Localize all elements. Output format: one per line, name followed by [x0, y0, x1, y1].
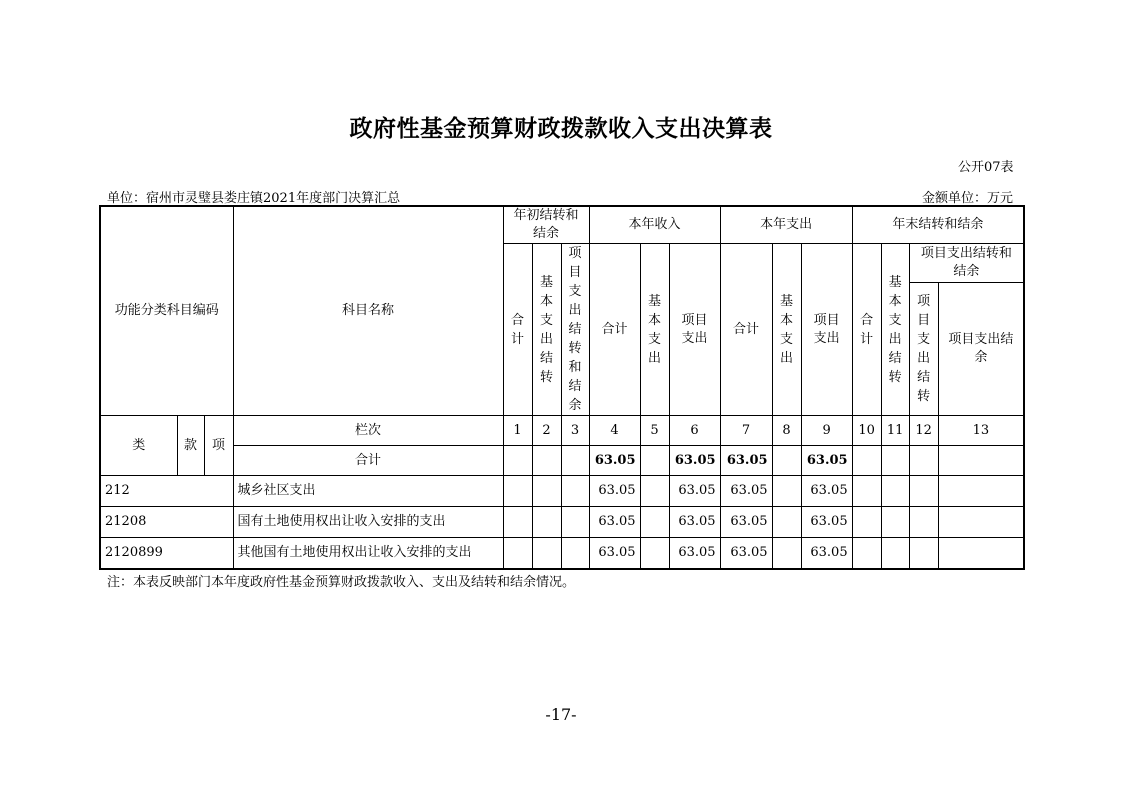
col-number: 5 — [640, 416, 669, 446]
header-end-project: 项目支出结转 — [909, 282, 938, 415]
total-cell — [938, 446, 1024, 476]
col-number: 1 — [503, 416, 532, 446]
row-cell — [881, 476, 909, 507]
table-row — [100, 507, 1024, 538]
col-number: 2 — [532, 416, 561, 446]
row-cell — [640, 538, 669, 569]
col-number: 12 — [909, 416, 938, 446]
total-cell: 63.05 — [720, 446, 772, 476]
header-name: 科目名称 — [233, 206, 503, 416]
header-end-total: 合计 — [852, 244, 881, 416]
header-income-total: 合计 — [589, 244, 640, 416]
total-row — [100, 446, 1024, 476]
row-cell: 63.05 — [589, 507, 640, 538]
row-cell — [938, 538, 1024, 569]
table-row — [100, 476, 1024, 507]
row-cell — [881, 507, 909, 538]
row-cell — [852, 538, 881, 569]
col-number: 9 — [801, 416, 852, 446]
header-income-group: 本年收入 — [589, 206, 720, 244]
total-cell — [640, 446, 669, 476]
row-cell — [561, 507, 589, 538]
column-label: 栏次 — [233, 416, 503, 446]
row-cell — [640, 507, 669, 538]
col-number: 8 — [772, 416, 801, 446]
table-note: 注：本表反映部门本年度政府性基金预算财政拨款收入、支出及结转和结余情况。 — [107, 575, 576, 590]
form-number: 公开07表 — [958, 160, 1014, 175]
total-cell: 63.05 — [669, 446, 720, 476]
row-cell — [772, 538, 801, 569]
row-code: 2120899 — [100, 538, 233, 569]
row-cell — [503, 507, 532, 538]
row-cell: 63.05 — [669, 538, 720, 569]
total-cell: 63.05 — [801, 446, 852, 476]
header-end-project-group: 项目支出结转和结余 — [909, 244, 1024, 283]
row-cell: 63.05 — [801, 507, 852, 538]
header-xiang: 项 — [204, 416, 233, 476]
row-cell: 63.05 — [669, 476, 720, 507]
row-code: 212 — [100, 476, 233, 507]
row-cell — [909, 476, 938, 507]
row-code: 21208 — [100, 507, 233, 538]
row-cell: 63.05 — [801, 538, 852, 569]
total-label: 合计 — [233, 446, 503, 476]
row-cell: 63.05 — [720, 476, 772, 507]
row-cell — [881, 538, 909, 569]
row-name: 国有土地使用权出让收入安排的支出 — [233, 507, 503, 538]
row-cell — [772, 476, 801, 507]
row-cell — [909, 538, 938, 569]
total-cell: 63.05 — [589, 446, 640, 476]
total-cell — [852, 446, 881, 476]
table-row — [100, 538, 1024, 569]
page-number: -17- — [545, 705, 577, 724]
row-cell — [503, 476, 532, 507]
total-cell — [772, 446, 801, 476]
col-number: 6 — [669, 416, 720, 446]
header-expend-project: 项目支出 — [801, 244, 852, 416]
row-cell — [852, 507, 881, 538]
header-expend-basic: 基本支出 — [772, 244, 801, 416]
money-unit: 金额单位：万元 — [922, 191, 1014, 206]
row-cell — [561, 476, 589, 507]
header-income-basic: 基本支出 — [640, 244, 669, 416]
col-number: 3 — [561, 416, 589, 446]
row-cell — [532, 538, 561, 569]
row-cell — [938, 507, 1024, 538]
row-name: 城乡社区支出 — [233, 476, 503, 507]
header-begin-basic: 基本支出结转 — [532, 244, 561, 416]
page-title: 政府性基金预算财政拨款收入支出决算表 — [349, 115, 773, 142]
row-cell: 63.05 — [720, 538, 772, 569]
row-cell — [532, 507, 561, 538]
total-cell — [561, 446, 589, 476]
row-cell — [772, 507, 801, 538]
header-end-group: 年末结转和结余 — [852, 206, 1024, 244]
reporting-unit: 单位：宿州市灵璧县娄庄镇2021年度部门决算汇总 — [107, 191, 401, 206]
header-row-1 — [100, 206, 1024, 244]
header-end-basic: 基本支出结转 — [881, 244, 909, 416]
header-code: 功能分类科目编码 — [100, 206, 233, 416]
row-cell: 63.05 — [589, 476, 640, 507]
row-cell — [938, 476, 1024, 507]
row-cell — [532, 476, 561, 507]
budget-table — [99, 205, 1025, 570]
header-lei: 类 — [100, 416, 177, 476]
row-cell — [640, 476, 669, 507]
header-expend-group: 本年支出 — [720, 206, 852, 244]
col-number: 13 — [938, 416, 1024, 446]
row-cell: 63.05 — [720, 507, 772, 538]
col-number: 4 — [589, 416, 640, 446]
row-cell: 63.05 — [801, 476, 852, 507]
header-begin-group: 年初结转和结余 — [503, 206, 589, 244]
total-cell — [909, 446, 938, 476]
row-cell — [503, 538, 532, 569]
col-number: 7 — [720, 416, 772, 446]
column-number-row — [100, 416, 1024, 446]
header-end-project-balance: 项目支出结余 — [938, 282, 1024, 415]
total-cell — [503, 446, 532, 476]
row-cell — [852, 476, 881, 507]
header-begin-total: 合计 — [503, 244, 532, 416]
row-name: 其他国有土地使用权出让收入安排的支出 — [233, 538, 503, 569]
header-begin-project: 项目支出结转和结余 — [561, 244, 589, 416]
col-number: 11 — [881, 416, 909, 446]
total-cell — [532, 446, 561, 476]
row-cell: 63.05 — [589, 538, 640, 569]
header-kuan: 款 — [177, 416, 204, 476]
total-cell — [881, 446, 909, 476]
row-cell: 63.05 — [669, 507, 720, 538]
header-expend-total: 合计 — [720, 244, 772, 416]
row-cell — [561, 538, 589, 569]
row-cell — [909, 507, 938, 538]
col-number: 10 — [852, 416, 881, 446]
header-income-project: 项目支出 — [669, 244, 720, 416]
